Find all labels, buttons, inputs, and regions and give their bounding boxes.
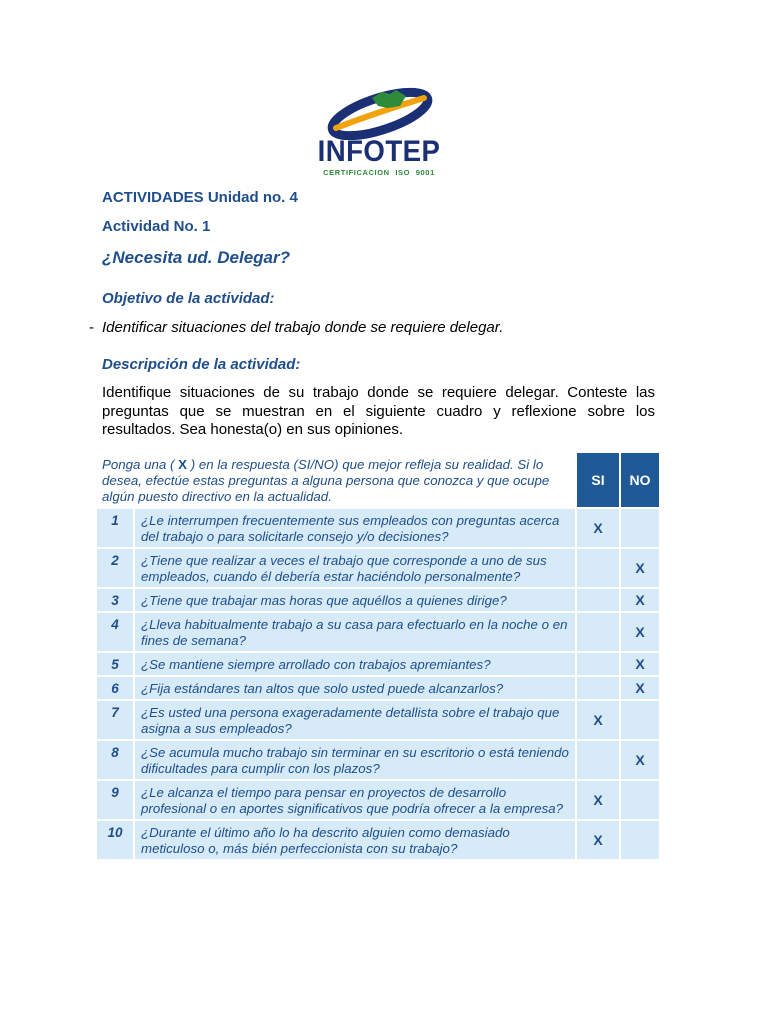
table-row [97,509,659,547]
answer-no: X [621,653,659,675]
answer-no: X [621,549,659,587]
question-number: 5 [97,653,133,675]
table-row [97,549,659,587]
column-header-si: SI [577,453,619,507]
activities-heading: ACTIVIDADES Unidad no. 4 [102,189,298,206]
question-number: 1 [97,509,133,547]
question-text: ¿Tiene que realizar a veces el trabajo que corresponde a uno de sus empleados, cuando él debería estar haciéndolo personalmente? [135,549,575,587]
question-text: ¿Lleva habitualmente trabajo a su casa para efectuarlo en la noche o en fines de semana? [135,613,575,651]
table-row [97,677,659,699]
table-header-row [97,453,659,507]
question-number: 8 [97,741,133,779]
objective-heading: Objetivo de la actividad: [102,290,275,307]
activity-number: Actividad No. 1 [102,218,211,235]
answer-no: X [621,677,659,699]
question-text: ¿Se acumula mucho trabajo sin terminar en su escritorio o está teniendo dificultades para cumplir con los plazos? [135,741,575,779]
objective-bullet: - [89,319,94,336]
answer-no [621,821,659,859]
answer-si: X [577,509,619,547]
answer-no [621,509,659,547]
answer-no: X [621,589,659,611]
logo-certification: CERTIFICACION ISO 9001 [323,168,435,177]
page-title: ¿Necesita ud. Delegar? [102,248,291,267]
answer-si [577,613,619,651]
question-number: 10 [97,821,133,859]
answer-si [577,741,619,779]
objective-text: Identificar situaciones del trabajo donde se requiere delegar. [102,319,504,336]
table-row [97,741,659,779]
question-number: 4 [97,613,133,651]
table-row [97,589,659,611]
questions-table [95,451,661,861]
question-number: 3 [97,589,133,611]
question-number: 7 [97,701,133,739]
instruction-pre: Ponga una ( [102,457,175,472]
description-heading: Descripción de la actividad: [102,356,301,373]
table-row [97,821,659,859]
answer-si [577,653,619,675]
answer-si: X [577,781,619,819]
question-text: ¿Se mantiene siempre arrollado con trabajos apremiantes? [135,653,575,675]
question-number: 9 [97,781,133,819]
answer-no: X [621,613,659,651]
answer-si [577,589,619,611]
logo-emblem-icon [312,84,446,140]
question-text: ¿Es usted una persona exageradamente detallista sobre el trabajo que asigna a sus empleados? [135,701,575,739]
answer-si: X [577,701,619,739]
instruction-x: X [178,457,188,472]
table-row [97,781,659,819]
table-instruction [97,453,575,507]
question-text: ¿Le alcanza el tiempo para pensar en proyectos de desarrollo profesional o en aportes significativos que podría ofrecer a la empresa? [135,781,575,819]
question-text: ¿Durante el último año lo ha descrito alguien como demasiado meticuloso o, más bién perfeccionista con su trabajo? [135,821,575,859]
instruction-post: ) en la respuesta (SI/NO) que mejor refleja su realidad. Si lo desea, efectúe estas preguntas a alguna persona que conozca y que ocupe algún puesto directivo en la actualidad. [102,457,550,504]
description-text: Identifique situaciones de su trabajo donde se requiere delegar. Conteste las preguntas que se muestran en el siguiente cuadro y reflexione sobre los resultados. Sea honesta(o) en sus opiniones. [102,384,655,438]
answer-no [621,781,659,819]
infotep-logo [312,84,446,180]
answer-si [577,677,619,699]
question-text: ¿Le interrumpen frecuentemente sus empleados con preguntas acerca del trabajo o para solicitarle consejo y/o decisiones? [135,509,575,547]
table-row [97,701,659,739]
answer-si: X [577,821,619,859]
answer-si [577,549,619,587]
question-text: ¿Fija estándares tan altos que solo usted puede alcanzarlos? [135,677,575,699]
answer-no: X [621,741,659,779]
question-number: 2 [97,549,133,587]
table-row [97,653,659,675]
question-text: ¿Tiene que trabajar mas horas que aquéllos a quienes dirige? [135,589,575,611]
answer-no [621,701,659,739]
column-header-no: NO [621,453,659,507]
logo-wordmark: INFOTEP [317,135,441,168]
table-row [97,613,659,651]
question-number: 6 [97,677,133,699]
